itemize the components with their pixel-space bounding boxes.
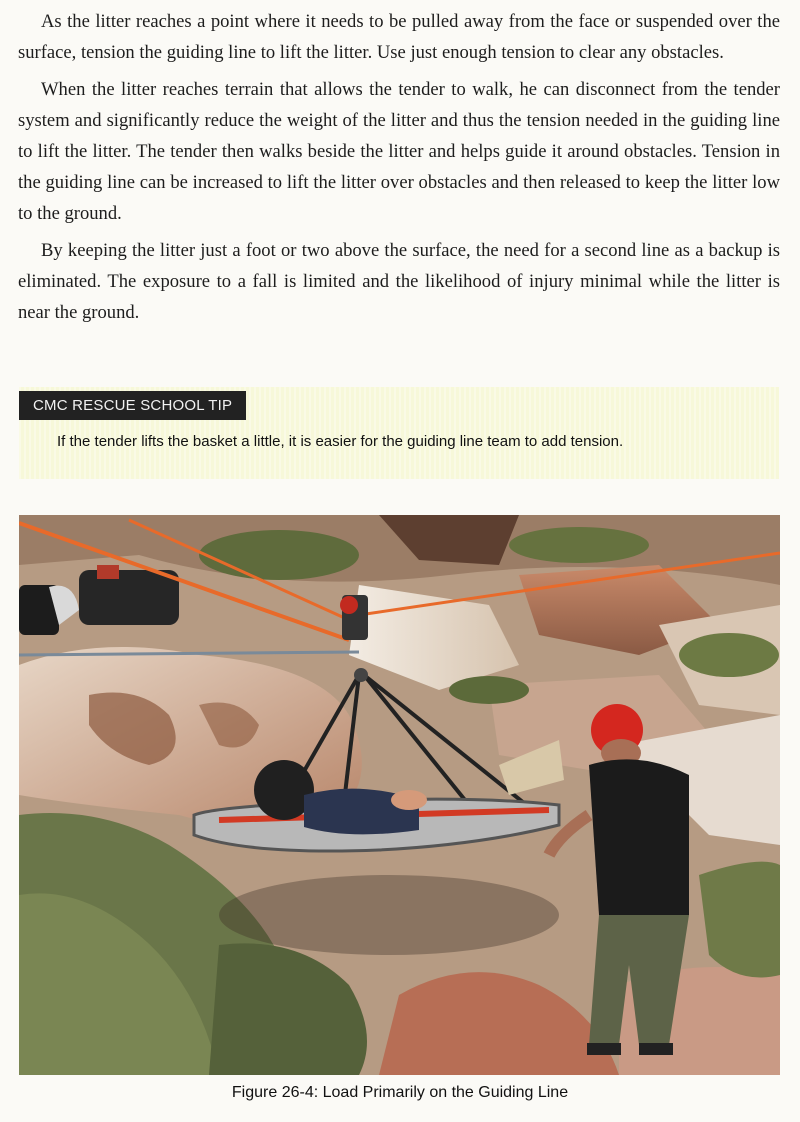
shrub [509,527,649,563]
pulley-wheel [340,596,358,614]
patient-hand [391,790,427,810]
paragraph: When the litter reaches terrain that allows the tender to walk, he can disconnect from the tender system and significantly reduce the weight of the litter and thus the tension needed in the guiding line to lift the litter. The tender then walks beside the litter and helps guide it around obstacles. Tension in the guiding line can be increased to lift the litter over obstacles and then released to keep the litter low to the ground. [18,79,780,224]
tender-shirt [589,759,689,915]
tip-text: If the tender lifts the basket a little, it is easier for the guiding line team to add tension. [57,433,624,450]
shrub [449,676,529,704]
gear-bag [79,570,179,625]
paragraph: By keeping the litter just a foot or two above the surface, the need for a second line as a backup is eliminated. The exposure to a fall is limited and the likelihood of injury minimal while the litter is near the ground. [18,240,780,323]
bridle-ring [354,668,368,682]
shrub [679,633,779,677]
gear-bag-strap [97,565,119,579]
figure-caption: Figure 26-4: Load Primarily on the Guiding Line [231,1084,569,1101]
body-text [18,6,780,334]
tender-boot [587,1043,621,1055]
tip-label: CMC RESCUE SCHOOL TIP [19,391,246,420]
tender-boot [639,1043,673,1055]
rescue-litter-photo [19,515,780,1075]
shrub [199,530,359,580]
figure-photo [19,515,780,1075]
tip-box [19,387,779,479]
litter-shadow [219,875,559,955]
paragraph: As the litter reaches a point where it needs to be pulled away from the face or suspended over the surface, tension the guiding line to lift the litter. Use just enough tension to clear any obstacles. [18,11,780,63]
